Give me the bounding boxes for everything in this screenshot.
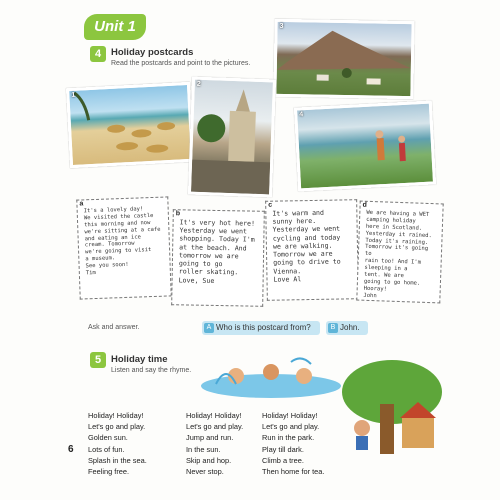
rhyme-line: Run in the park. bbox=[262, 433, 315, 443]
rhyme-line: Climb a tree. bbox=[262, 455, 304, 465]
photo-number: 4 bbox=[299, 111, 304, 119]
rhyme-line: Golden sun. bbox=[88, 433, 128, 443]
postcard-d bbox=[356, 201, 443, 304]
rhyme-line: Let's go and play. bbox=[88, 422, 146, 432]
exercise-4-title: Holiday postcards bbox=[111, 47, 194, 58]
postcard-letter: d bbox=[362, 201, 368, 209]
postcard-text: It's a lovely day! We visited the castle this morning and now we're sitting at a cafe and eating an ice cream. Tomorrow we're going to visit a museum. See you soon! Tim bbox=[83, 206, 161, 277]
exercise-5-instruction: Listen and say the rhyme. bbox=[111, 367, 192, 374]
rhyme-line: Lots of fun. bbox=[88, 444, 125, 454]
rhyme-line: Feeling free. bbox=[88, 467, 130, 477]
rhyme-line: Let's go and play. bbox=[262, 422, 320, 432]
rhyme-line: In the sun. bbox=[186, 444, 221, 454]
postcard-text: We are having a WET camping holiday here in Scotland. Yesterday it rained. Today it's raining. Tomorrow it's going to rain too! And I'm sleeping in a tent. We are going to go home. Hooray! John bbox=[363, 209, 432, 299]
beach-umbrellas bbox=[69, 85, 191, 165]
postcard-a bbox=[76, 196, 171, 299]
rhyme-line: Jump and run. bbox=[186, 433, 234, 443]
unit-badge: Unit 1 bbox=[84, 14, 146, 40]
rhyme-column-2 bbox=[186, 410, 243, 477]
rhyme-line: Play till dark. bbox=[262, 444, 304, 454]
ask-answer-instruction: Ask and answer. bbox=[88, 324, 140, 331]
photo-beach bbox=[66, 82, 194, 168]
rhyme-column-1 bbox=[88, 410, 147, 477]
postcard-text: It's very hot here! Yesterday we went shopping. Today I'm at the beach. And tomorrow we are going to go roller skating. Love, Sue bbox=[178, 218, 256, 285]
postcard-letter: b bbox=[175, 210, 181, 218]
photo-number: 1 bbox=[71, 91, 76, 100]
postcard-c bbox=[265, 199, 359, 301]
postcard-text: It's warm and sunny here. Yesterday we went cycling and today we are walking. Tomorrow we are going to drive to Vienna. Love Al bbox=[272, 208, 341, 284]
question-text: Who is this postcard from? bbox=[216, 323, 311, 332]
walkers-illustration bbox=[297, 104, 433, 189]
photo-lake-walkers bbox=[294, 100, 436, 191]
rhyme-line: Splash in the sea. bbox=[88, 455, 147, 465]
splashing-children-illustration bbox=[196, 354, 346, 404]
question-tag: A bbox=[204, 323, 214, 333]
castle-illustration bbox=[191, 80, 273, 195]
exercise-4-instruction: Read the postcards and point to the pictures. bbox=[111, 60, 251, 67]
photo-castle bbox=[188, 77, 276, 198]
rhyme-line: Never stop. bbox=[186, 467, 224, 477]
postcard-b bbox=[171, 209, 265, 307]
rhyme-line: Holiday! Holiday! bbox=[88, 411, 144, 420]
answer-speech-pill bbox=[326, 321, 368, 335]
rhyme-line: Holiday! Holiday! bbox=[262, 411, 318, 420]
rhyme-line: Let's go and play. bbox=[186, 422, 244, 432]
answer-tag: B bbox=[328, 323, 338, 333]
exercise-5-title: Holiday time bbox=[111, 354, 168, 365]
mountain-illustration bbox=[276, 22, 411, 96]
photo-number: 2 bbox=[196, 80, 201, 88]
photo-mountain-camping bbox=[273, 19, 414, 99]
exercise-5-number: 5 bbox=[90, 352, 106, 368]
postcard-letter: c bbox=[268, 201, 273, 209]
page-number: 6 bbox=[68, 444, 74, 455]
rhyme-column-3 bbox=[262, 410, 324, 477]
postcard-letter: a bbox=[79, 200, 84, 208]
answer-text: John. bbox=[340, 323, 360, 332]
rhyme-line: Skip and hop. bbox=[186, 455, 232, 465]
exercise-4-number: 4 bbox=[90, 46, 106, 62]
rhyme-line: Holiday! Holiday! bbox=[186, 411, 242, 420]
question-speech-pill bbox=[202, 321, 320, 335]
photo-number: 3 bbox=[279, 22, 284, 30]
rhyme-line: Then home for tea. bbox=[262, 467, 325, 477]
treehouse-illustration bbox=[340, 358, 444, 458]
